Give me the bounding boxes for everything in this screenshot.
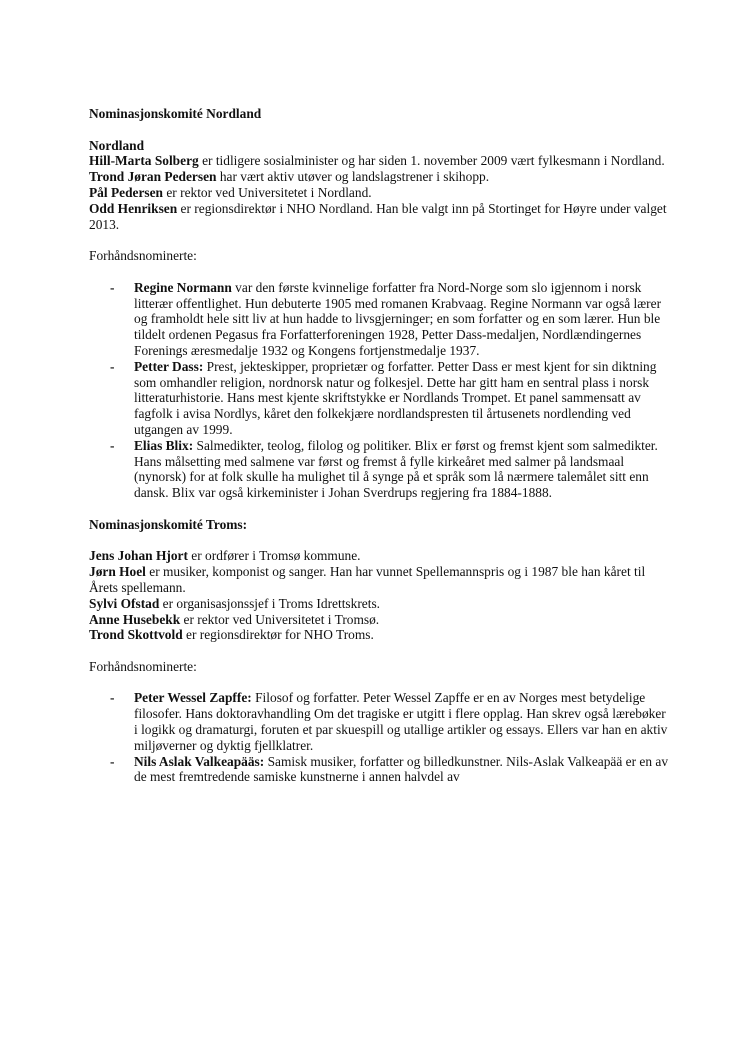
nominee-name: Petter Dass:	[134, 358, 204, 374]
member-description: er rektor ved Universitetet i Nordland.	[163, 184, 372, 200]
nominee-item	[89, 754, 669, 786]
member-description: har vært aktiv utøver og landslagstrener i skihopp.	[216, 169, 490, 185]
nominee-description: Prest, jekteskipper, proprietær og forfatter. Petter Dass er mest kjent for sin diktning som omhandler religion, nordnorsk natur og folkesjel. Dette har gitt ham en sentral plass i norsk litteraturhistorie. Hans mest kjente skriftstykke er Nordlands Trompet. Et panel sammensatt av fagfolk i avisa Nordlys, kåret den folkekjære nordlandspresten til årtusenets nordlending ved utgangen av 1999.	[134, 358, 657, 437]
nominee-item	[89, 359, 669, 438]
list-bullet: -	[110, 279, 115, 295]
member-name: Jens Johan Hjort	[89, 548, 188, 564]
member-entry	[89, 169, 669, 185]
nominee-description: Salmedikter, teolog, filolog og politiker. Blix er først og fremst kjent som salmedikter. Hans målsetting med salmene var først og fremst å fylle kirkeåret med salmer på landsmaal (nynorsk) for at folk skulle ha mulighet til å synge på et språk som lå nærmere talemålet sitt enn dansk. Blix var også kirkeminister i Johan Sverdrups regjering fra 1884-1888.	[134, 437, 658, 501]
member-entry	[89, 627, 669, 643]
member-name: Odd Henriksen	[89, 200, 178, 216]
list-bullet: -	[110, 753, 115, 769]
nominee-item	[89, 280, 669, 359]
member-description: er organisasjonssjef i Troms Idrettskrets.	[159, 595, 381, 611]
member-entry	[89, 153, 669, 169]
troms-members	[89, 548, 669, 643]
nominee-name: Nils Aslak Valkeapääs:	[134, 753, 265, 769]
member-entry	[89, 612, 669, 628]
nordland-region-heading: Nordland	[89, 137, 145, 153]
member-description: er musiker, komponist og sanger. Han har vunnet Spellemannspris og i 1987 ble han kåret til Årets spellemann.	[89, 564, 646, 595]
nominee-item	[89, 438, 669, 501]
document-page	[89, 106, 669, 785]
nordland-prenominated-label: Forhåndsnominerte:	[89, 248, 197, 264]
member-description: er regionsdirektør i NHO Nordland. Han ble valgt inn på Stortinget for Høyre under valget 2013.	[89, 200, 667, 232]
member-name: Hill-Marta Solberg	[89, 153, 199, 169]
member-entry	[89, 185, 669, 201]
member-entry	[89, 564, 669, 596]
member-description: er rektor ved Universitetet i Tromsø.	[180, 611, 380, 627]
nominee-description: var den første kvinnelige forfatter fra Nord-Norge som slo igjennom i norsk litterær offentlighet. Hun debuterte 1905 med romanen Krabvaag. Regine Normann var også lærer og framholdt hele sitt liv at hun hadde to livsgjerninger; en som forfatter og en som lærer. Hun ble tildelt ordenen Pegasus fra Forfatterforeningen 1928, Petter Dass-medaljen, Nordlændingernes Forenings æresmedalje 1932 og Kongens fortjenstmedalje 1937.	[134, 279, 662, 358]
nominee-name: Elias Blix:	[134, 437, 194, 453]
nominee-name: Regine Normann	[134, 279, 232, 295]
member-name: Trond Skottvold	[89, 627, 183, 643]
member-description: er regionsdirektør for NHO Troms.	[182, 627, 374, 643]
nominee-description: Samisk musiker, forfatter og billedkunstner. Nils-Aslak Valkeapää er en av de mest fremtredende samiske kunstnerne i annen halvdel av	[134, 753, 669, 785]
list-bullet: -	[110, 690, 115, 706]
member-description: er ordfører i Tromsø kommune.	[187, 548, 361, 564]
nominee-name: Peter Wessel Zapffe:	[134, 690, 252, 706]
nordland-committee-title: Nominasjonskomité Nordland	[89, 106, 262, 121]
member-name: Sylvi Ofstad	[89, 595, 160, 611]
troms-committee-title: Nominasjonskomité Troms:	[89, 516, 248, 532]
nominee-item	[89, 690, 669, 753]
troms-prenominated-label: Forhåndsnominerte:	[89, 658, 197, 674]
troms-nominee-list	[89, 690, 669, 785]
member-entry	[89, 201, 669, 233]
nordland-members	[89, 153, 669, 232]
member-name: Anne Husebekk	[89, 611, 181, 627]
member-description: er tidligere sosialminister og har siden 1. november 2009 vært fylkesmann i Nordland.	[198, 153, 665, 169]
list-bullet: -	[110, 437, 115, 453]
member-name: Jørn Hoel	[89, 564, 146, 580]
list-bullet: -	[110, 358, 115, 374]
nordland-nominee-list	[89, 280, 669, 501]
member-entry	[89, 548, 669, 564]
nominee-description: Filosof og forfatter. Peter Wessel Zapffe er en av Norges mest betydelige filosofer. Hans doktoravhandling Om det tragiske er utgitt i flere opplag. Han skrev også lærebøker i logikk og dramaturgi, foruten et par skuespill og utallige artikler og essays. Ellers var han en aktiv miljøverner og dyktig fjellklatrer.	[134, 690, 668, 753]
member-entry	[89, 596, 669, 612]
member-name: Pål Pedersen	[89, 184, 164, 200]
member-name: Trond Jøran Pedersen	[89, 169, 217, 185]
